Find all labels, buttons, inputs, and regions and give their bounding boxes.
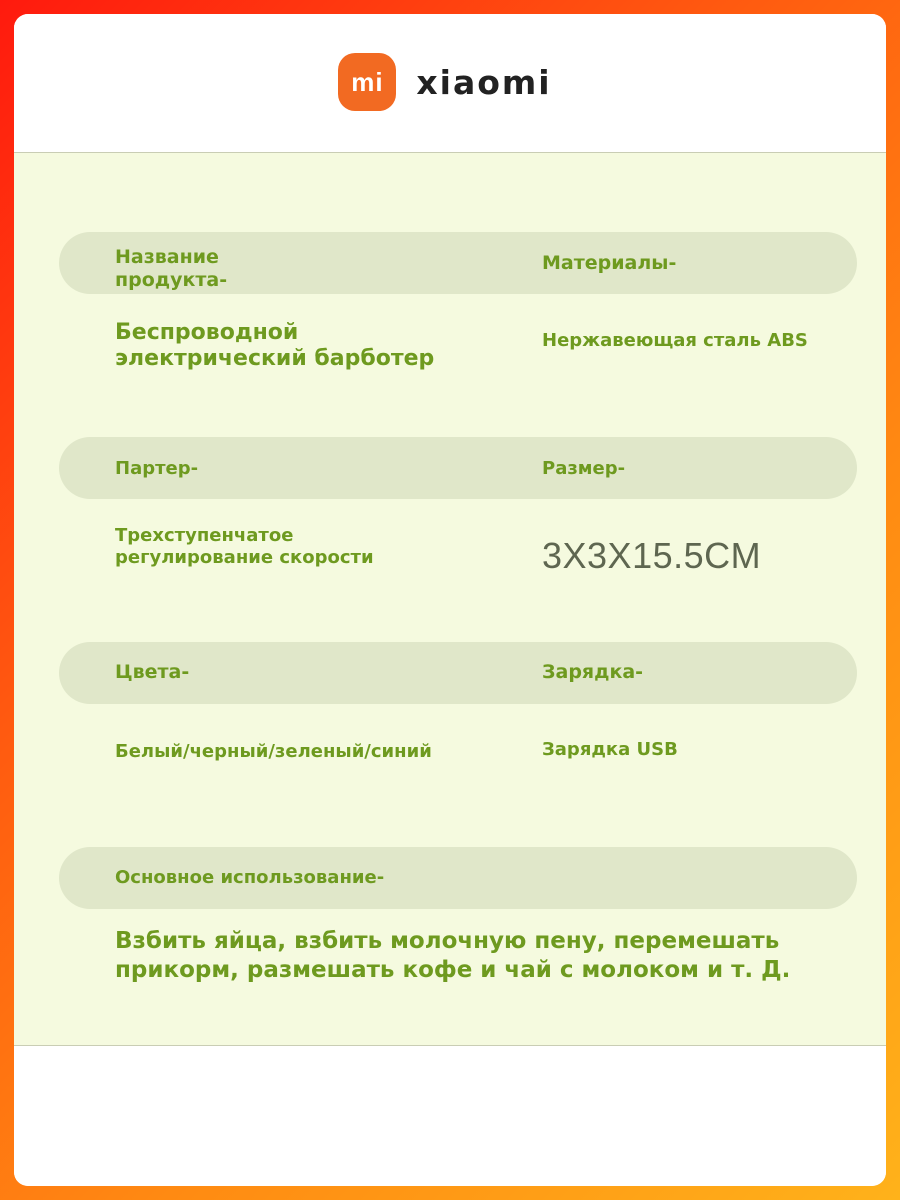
card-footer xyxy=(14,1046,886,1186)
parter-value: Трехступенчатое регулирование скорости xyxy=(115,525,374,568)
size-label: Размер- xyxy=(542,458,626,479)
brand-logo xyxy=(338,53,551,111)
parter-label: Партер- xyxy=(115,458,199,479)
charging-value: Зарядка USB xyxy=(542,739,678,760)
colors-label: Цвета- xyxy=(115,661,190,683)
size-value: 3X3X15.5CM xyxy=(542,535,762,576)
colors-value: Белый/черный/зеленый/синий xyxy=(115,741,432,762)
materials-value: Нержавеющая сталь ABS xyxy=(542,330,808,351)
brand-name: xiaomi xyxy=(416,62,552,102)
product-name-label: Название продукта- xyxy=(115,246,228,291)
mi-logo-icon: mi xyxy=(338,53,396,111)
usage-value: Взбить яйца, взбить молочную пену, перемешать прикорм, размешать кофе и чай с молоком и т. Д. xyxy=(115,928,791,983)
product-card xyxy=(14,14,886,1186)
spec-panel xyxy=(14,153,886,1047)
product-name-value: Беспроводной электрический барботер xyxy=(115,320,435,372)
charging-label: Зарядка- xyxy=(542,661,644,683)
usage-label: Основное использование- xyxy=(115,867,385,888)
brand-header xyxy=(14,14,886,154)
materials-label: Материалы- xyxy=(542,252,677,274)
